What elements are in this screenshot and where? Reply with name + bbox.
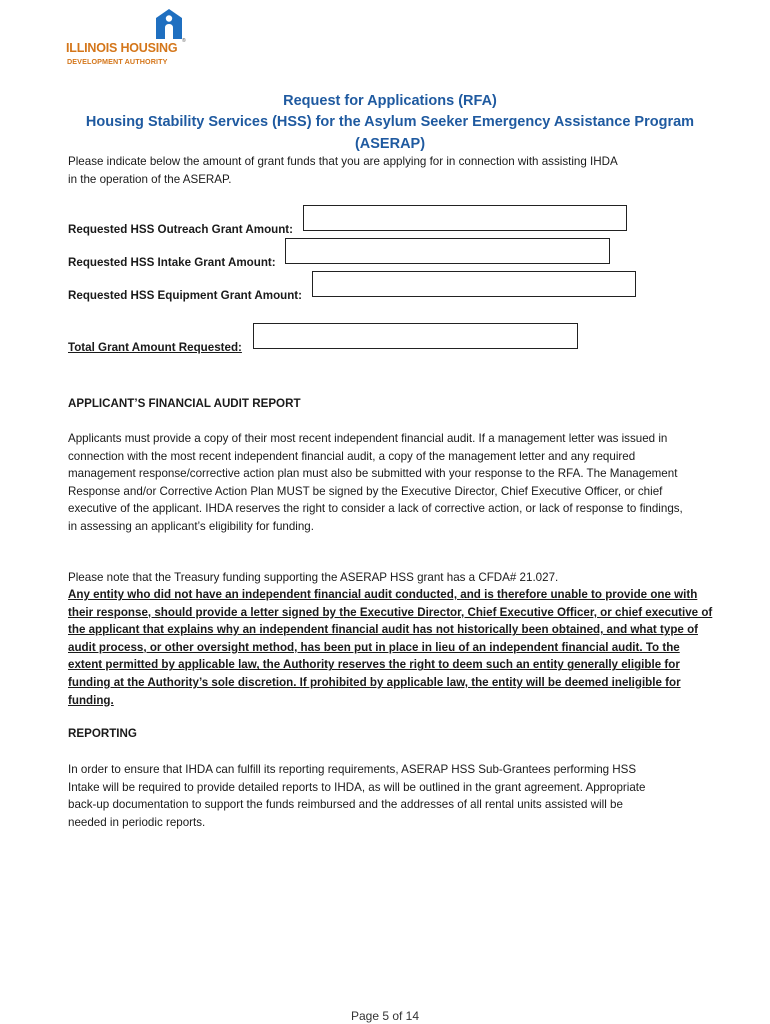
title-line3: (ASERAP)	[354, 136, 426, 152]
audit-paragraph	[68, 430, 748, 536]
statement-line: funding at the Authority’s sole discretion. If prohibited by applicable law, the entity will be deemed ineligible for	[68, 675, 681, 689]
audit-heading: APPLICANT’S FINANCIAL AUDIT REPORT	[68, 397, 301, 410]
page-number: Page 5 of 14	[350, 1009, 420, 1023]
audit-line: management response/corrective action plan must also be submitted with your response to the RFA. The Management	[68, 467, 678, 481]
reporting-line: Intake will be required to provide detailed reports to IHDA, as will be outlined in the grant agreement. Appropriate	[68, 780, 646, 794]
total-amount-input[interactable]	[253, 323, 578, 349]
statement-line: their response, should provide a letter signed by the Executive Director, Chief Executive Officer, or chief executive of	[68, 605, 713, 619]
intro-line2: in the operation of the ASERAP.	[68, 173, 232, 186]
reporting-line: back-up documentation to support the funds reimbursed and the addresses of all rental units assisted will be	[68, 798, 623, 812]
intake-amount-input[interactable]	[285, 238, 610, 264]
intake-label: Requested HSS Intake Grant Amount:	[68, 256, 276, 269]
statement-line: the applicant that explains why an independent financial audit has not historically been obtained, and what type of	[68, 623, 699, 637]
reporting-line: needed in periodic reports.	[68, 815, 206, 829]
statement-line: Any entity who did not have an independent financial audit conducted, and is therefore unable to provide one with	[68, 588, 698, 601]
reporting-heading: REPORTING	[68, 727, 137, 740]
reporting-line: In order to ensure that IHDA can fulfill its reporting requirements, ASERAP HSS Sub-Grantees performing HSS	[68, 763, 637, 776]
logo-text-line1: ILLINOIS HOUSING	[66, 41, 178, 55]
no-audit-statement	[68, 586, 748, 709]
cfda-note: Please note that the Treasury funding supporting the ASERAP HSS grant has a CFDA# 21.027.	[68, 571, 559, 584]
registered-mark: ®	[182, 38, 186, 44]
statement-line: funding.	[68, 693, 114, 707]
outreach-label: Requested HSS Outreach Grant Amount:	[68, 223, 294, 236]
equipment-label: Requested HSS Equipment Grant Amount:	[68, 289, 303, 302]
equipment-amount-input[interactable]	[312, 271, 636, 297]
total-label: Total Grant Amount Requested:	[68, 341, 242, 354]
reporting-paragraph	[68, 761, 708, 831]
statement-line: audit process, or other oversight method, has been put in place in lieu of an independent financial audit. To the	[68, 640, 680, 654]
title-line2: Housing Stability Services (HSS) for the Asylum Seeker Emergency Assistance Program	[85, 114, 695, 130]
audit-line: executive of the applicant. IHDA reserves the right to consider a lack of corrective action, or lack of response to findings,	[68, 502, 683, 516]
audit-line: Applicants must provide a copy of their most recent independent financial audit. If a management letter was issued in	[68, 432, 668, 445]
statement-line: extent permitted by applicable law, the Authority reserves the right to deem such an entity generally eligible for	[68, 658, 680, 672]
intro-line1: Please indicate below the amount of grant funds that you are applying for in connection with assisting IHDA	[68, 155, 618, 168]
house-person-icon	[154, 8, 184, 40]
audit-line: in assessing an applicant’s eligibility for funding.	[68, 519, 314, 533]
audit-line: Response and/or Corrective Action Plan MUST be signed by the Executive Director, Chief Executive Officer, or chief	[68, 484, 663, 498]
outreach-amount-input[interactable]	[303, 205, 627, 231]
title-line1: Request for Applications (RFA)	[283, 93, 497, 109]
ihda-logo	[66, 8, 188, 66]
logo-text-line2: DEVELOPMENT AUTHORITY	[67, 57, 168, 66]
audit-line: connection with the most recent independent financial audit, a copy of the management letter and any required	[68, 449, 636, 463]
